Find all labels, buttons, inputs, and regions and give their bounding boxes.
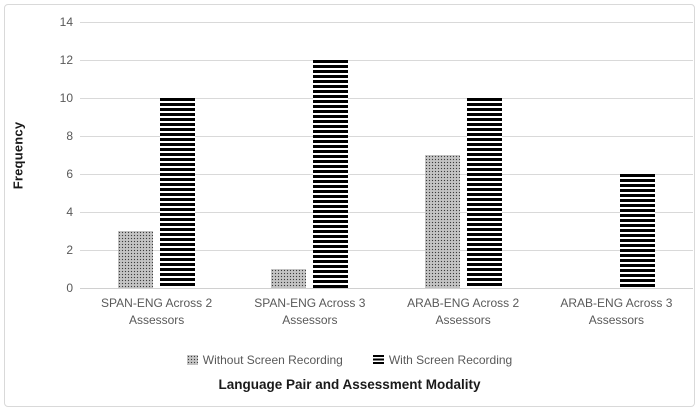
chart-frame	[4, 4, 695, 407]
bar-with-recording-group4	[620, 174, 655, 288]
dotted-pattern-swatch-icon	[187, 355, 198, 365]
bar-with-recording-group1	[160, 98, 195, 288]
legend-label: With Screen Recording	[388, 353, 513, 367]
x-axis-title: Language Pair and Assessment Modality	[218, 377, 481, 392]
bar-with-recording-group2	[313, 60, 348, 288]
category-label-group3: ARAB-ENG Across 2 Assessors	[407, 296, 520, 327]
legend-label: Without Screen Recording	[202, 353, 343, 367]
y-tick-label-8: 8	[66, 129, 73, 143]
bar-without-recording-group2	[271, 269, 306, 288]
category-label-group1: SPAN-ENG Across 2 Assessors	[101, 296, 213, 327]
bar-without-recording-group3	[425, 155, 460, 288]
category-label-group2: SPAN-ENG Across 3 Assessors	[254, 296, 366, 327]
y-tick-label-4: 4	[66, 205, 73, 219]
legend-item-without-recording	[187, 353, 343, 367]
y-tick-label-14: 14	[59, 15, 73, 29]
category-label-group4: ARAB-ENG Across 3 Assessors	[560, 296, 673, 327]
y-tick-label-2: 2	[66, 243, 73, 257]
bar-without-recording-group1	[118, 231, 153, 288]
y-tick-label-12: 12	[59, 53, 73, 67]
legend-item-with-recording	[373, 353, 512, 367]
y-axis-title: Frequency	[10, 121, 26, 190]
gridline-y14	[80, 22, 693, 23]
y-tick-label-10: 10	[59, 91, 73, 105]
striped-pattern-swatch-icon	[373, 355, 384, 365]
y-tick-label-6: 6	[66, 167, 73, 181]
bar-with-recording-group3	[467, 98, 502, 288]
y-tick-label-0: 0	[66, 281, 73, 295]
plot-area	[80, 22, 693, 288]
gridline-y12	[80, 60, 693, 61]
legend	[5, 353, 694, 367]
x-axis-line	[80, 288, 693, 289]
